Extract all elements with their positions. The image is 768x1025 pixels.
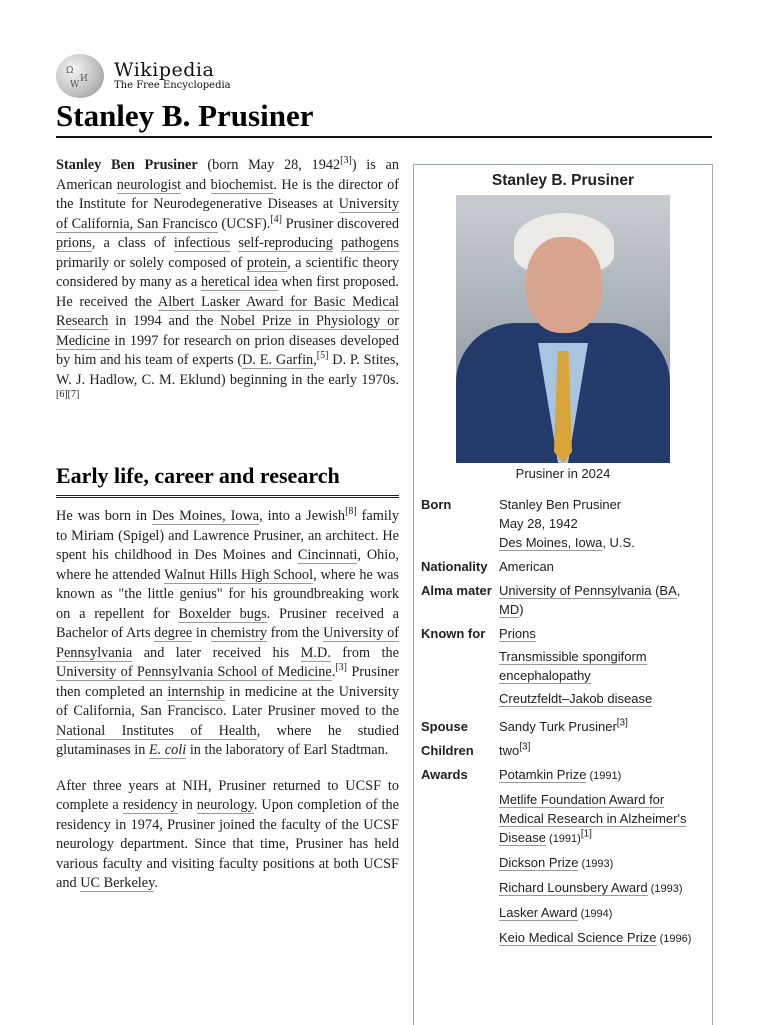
text: , a scientific theory considered by many as a <box>56 254 399 290</box>
wiki-link[interactable]: prions <box>56 235 92 251</box>
text: (born May 28, 1942 <box>197 157 341 173</box>
punct: , <box>676 583 681 598</box>
wiki-link[interactable]: E. coli <box>148 742 187 758</box>
wiki-link[interactable]: Des Moines, Iowa <box>152 508 260 524</box>
text: when first proposed. He received the <box>56 274 399 310</box>
citation-link[interactable]: [3] <box>519 741 531 753</box>
wiki-link[interactable]: University of Pennsylvania School of Medicine <box>56 664 332 680</box>
page-title: Stanley B. Prusiner <box>56 98 314 133</box>
known-for-link[interactable]: Transmissible spongiform encephalopathy <box>499 649 647 683</box>
row-spouse <box>421 715 712 739</box>
award-item <box>499 878 712 899</box>
award-item <box>499 765 712 786</box>
text: in medicine at the University of California, San Francisco. Later Prusiner moved to the <box>56 683 399 719</box>
row-awards <box>421 763 712 956</box>
wiki-link[interactable]: chemistry <box>210 625 268 641</box>
wiki-link[interactable]: biochemist <box>210 176 274 193</box>
section-heading: Early life, career and research <box>56 463 399 498</box>
alma-mater-link[interactable]: University of Pennsylvania <box>499 583 652 598</box>
punct: ( <box>651 583 660 598</box>
ba-link[interactable]: BA <box>659 583 677 598</box>
nationality-value: American <box>499 559 554 574</box>
row-children <box>421 739 712 763</box>
citation-link[interactable]: [5] <box>316 350 329 362</box>
wiki-link[interactable]: degree <box>154 625 193 641</box>
text: from the <box>267 625 324 641</box>
text: in the laboratory of Earl Stadtman. <box>186 742 389 758</box>
intro-section <box>56 156 399 426</box>
text: . <box>331 664 336 680</box>
wiki-link[interactable]: residency <box>122 797 178 813</box>
known-for-link[interactable]: Prions <box>499 626 536 641</box>
text: and later received his <box>132 644 301 661</box>
text: (UCSF). <box>217 215 271 232</box>
award-year: (1991) <box>545 833 581 845</box>
title-divider <box>56 136 712 138</box>
text: in <box>192 625 211 641</box>
infobox-table <box>421 493 712 956</box>
wiki-link[interactable]: neurology <box>196 797 254 813</box>
wiki-link[interactable]: pathogens <box>341 235 400 251</box>
wiki-link[interactable]: Walnut Hills High School <box>164 566 314 583</box>
wikipedia-globe-icon: Ω И W <box>56 54 104 98</box>
wiki-link[interactable]: Nobel Prize in Physiology or Medicine <box>56 313 399 349</box>
birth-name: Stanley Ben Prusiner <box>499 497 622 512</box>
citation-link[interactable]: [7] <box>67 389 80 401</box>
text: He was born in <box>56 508 152 524</box>
citation-link[interactable]: [3] <box>616 717 628 729</box>
infobox <box>413 164 713 1025</box>
citation-link[interactable]: [6] <box>56 389 68 401</box>
award-link[interactable]: Richard Lounsbery Award <box>499 880 648 895</box>
wiki-link[interactable]: infectious <box>173 235 231 251</box>
text <box>333 235 341 251</box>
known-for-link[interactable]: Creutzfeldt–Jakob disease <box>499 691 653 706</box>
text: , into a Jewish <box>259 508 346 524</box>
wiki-link[interactable]: National Institutes of Health <box>56 722 257 739</box>
wiki-link[interactable]: Boxelder bugs <box>178 605 267 622</box>
label: Alma mater <box>421 583 492 598</box>
text: in 1997 for research on prion diseases developed by him and his team of experts ( <box>56 332 399 368</box>
citation-link[interactable]: [1] <box>580 828 592 840</box>
birthplace-country: , U.S. <box>602 535 635 550</box>
wiki-link[interactable]: M.D. <box>300 644 331 661</box>
citation-link[interactable]: [3] <box>340 155 352 167</box>
text: , <box>313 352 317 368</box>
text: . Upon completion of the residency in 1974, Prusiner joined the faculty of the UCSF neurology department. Since that time, Prusiner has held various faculty and visiting faculty positions at both UCSF and <box>56 797 399 891</box>
row-nationality <box>421 555 712 579</box>
wiki-link[interactable]: Albert Lasker Award for Basic Medical Research <box>56 293 400 329</box>
row-known-for <box>421 622 712 715</box>
row-born <box>421 493 712 555</box>
citation-link[interactable]: [3] <box>335 662 348 674</box>
award-item <box>499 790 712 849</box>
label: Awards <box>421 767 468 782</box>
md-link[interactable]: MD <box>499 602 520 617</box>
children-value: two <box>499 743 520 758</box>
logo-tagline: The Free Encyclopedia <box>114 80 231 91</box>
wiki-link[interactable]: internship <box>167 683 225 700</box>
text: ) is an American <box>56 157 399 193</box>
wiki-link[interactable]: self-reproducing <box>238 235 333 251</box>
birth-date: May 28, 1942 <box>499 516 578 531</box>
row-alma-mater <box>421 579 712 622</box>
text: Prusiner discovered <box>281 215 399 232</box>
text: , a class of <box>91 235 174 251</box>
label: Known for <box>421 626 486 641</box>
birthplace-link[interactable]: Des Moines, Iowa <box>499 535 603 550</box>
early-life-section <box>56 507 399 910</box>
wiki-link[interactable]: D. E. Garfin <box>242 352 314 368</box>
text: . <box>154 875 158 891</box>
wiki-link[interactable]: UC Berkeley <box>80 875 155 891</box>
text: After three years at NIH, Prusiner returned to UCSF to complete a <box>56 777 399 813</box>
award-link[interactable]: Metlife Foundation Award for Medical Research in Alzheimer's Disease <box>499 792 687 845</box>
spouse-value: Sandy Turk Prusiner <box>499 719 617 734</box>
text: D. P. Stites, W. J. Hadlow, C. M. Eklund) beginning in the early 1970s. <box>56 352 399 388</box>
wiki-link[interactable]: University of California, San Francisco <box>56 196 399 232</box>
text: and <box>181 176 211 193</box>
wiki-link[interactable]: Cincinnati <box>297 547 358 563</box>
award-link[interactable]: Keio Medical Science Prize <box>499 930 657 945</box>
wiki-link[interactable]: protein <box>246 254 288 271</box>
text: , where he studied glutaminases in <box>56 722 399 758</box>
award-year: (1993) <box>647 883 683 895</box>
intro-paragraph <box>56 156 399 410</box>
portrait-image[interactable] <box>456 195 670 463</box>
award-year: (1993) <box>578 858 614 870</box>
citation-link[interactable]: [4] <box>270 213 282 225</box>
citation-link[interactable]: [8] <box>345 506 357 518</box>
award-item <box>499 903 712 924</box>
award-item <box>499 853 712 874</box>
label: Children <box>421 743 474 758</box>
award-year: (1991) <box>586 770 622 782</box>
text: Prusiner then completed an <box>56 664 399 700</box>
text: primarily or solely composed of <box>56 254 247 271</box>
paragraph <box>56 507 399 761</box>
text: , Ohio, where he attended <box>56 547 399 583</box>
award-item <box>499 928 712 949</box>
wikipedia-logo[interactable] <box>56 54 231 98</box>
text: in <box>177 797 197 813</box>
logo-wordmark: Wikipedia <box>114 59 215 81</box>
label: Born <box>421 497 452 512</box>
label: Spouse <box>421 719 468 734</box>
award-year: (1996) <box>656 933 692 945</box>
award-year: (1994) <box>577 908 613 920</box>
paragraph <box>56 777 399 894</box>
punct: ) <box>519 602 524 617</box>
infobox-title: Stanley B. Prusiner <box>491 172 635 189</box>
text: from the <box>330 644 400 661</box>
text: , where he was known as "the little genius" for his groundbreaking work on a repellent for <box>56 566 399 622</box>
image-caption: Prusiner in 2024 <box>515 466 611 481</box>
text: family to Miriam (Spigel) and Lawrence Prusiner, an architect. He spent his childhood in Des Moines and <box>56 508 399 563</box>
wiki-link[interactable]: heretical idea <box>200 274 278 290</box>
text: . Prusiner received a Bachelor of Arts <box>56 605 399 641</box>
text: in 1994 and the <box>108 313 221 329</box>
award-link[interactable]: Dickson Prize <box>499 855 579 870</box>
award-link[interactable]: Potamkin Prize <box>499 767 587 782</box>
wiki-link[interactable]: University of Pennsylvania <box>56 625 399 661</box>
bold-subject: Stanley Ben Prusiner <box>56 157 198 173</box>
award-link[interactable]: Lasker Award <box>499 905 578 920</box>
label: Nationality <box>421 559 488 574</box>
text: . He is the director of the Institute for Neurodegenerative Diseases at <box>56 176 399 212</box>
wiki-link[interactable]: neurologist <box>116 176 182 193</box>
